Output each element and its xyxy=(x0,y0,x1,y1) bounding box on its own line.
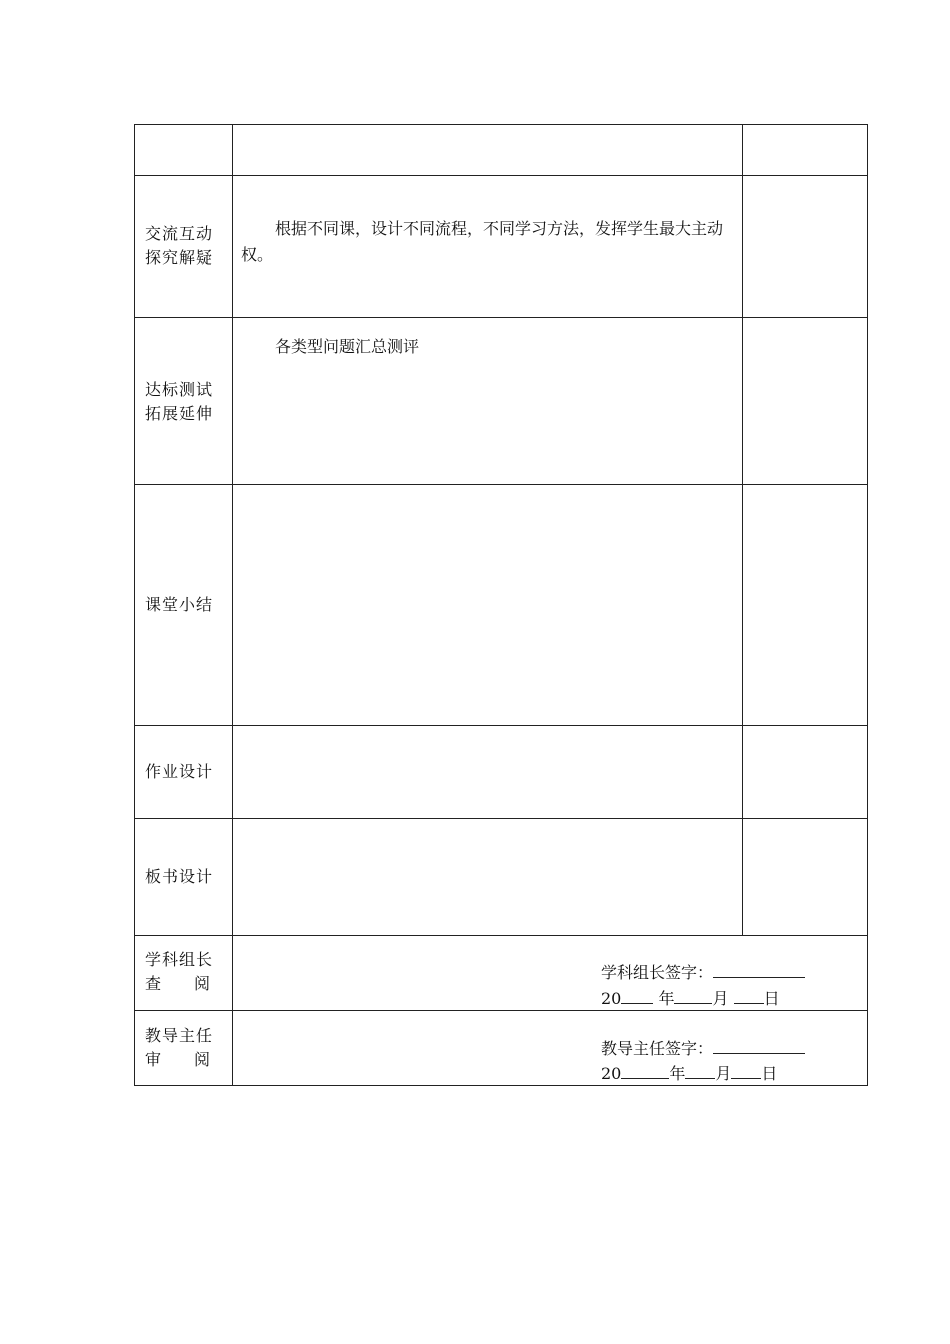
note-column-divider xyxy=(742,124,743,935)
year-blank[interactable] xyxy=(621,987,653,1004)
label-line: 交流互动 xyxy=(145,224,214,243)
director-date-line xyxy=(601,1061,777,1087)
label-line xyxy=(145,972,211,996)
label-line: 探究解疑 xyxy=(145,248,214,267)
label-line: 拓展延伸 xyxy=(145,404,214,423)
signature-label: 教导主任签字： xyxy=(601,1039,714,1058)
row-divider xyxy=(134,818,868,819)
leader-date-line xyxy=(601,986,780,1012)
table-border-right xyxy=(867,124,868,1086)
table-border-left xyxy=(134,124,135,1086)
year-label: 年 xyxy=(658,989,675,1008)
label-line: 学科组长 xyxy=(145,950,214,969)
row-divider xyxy=(134,725,868,726)
day-blank[interactable] xyxy=(731,1062,761,1079)
label-line: 达标测试 xyxy=(145,380,214,399)
year-label: 年 xyxy=(669,1064,686,1083)
row-label-exchange xyxy=(145,222,213,270)
month-blank[interactable] xyxy=(685,1062,715,1079)
row-label-summary: 课堂小结 xyxy=(145,595,214,614)
row-label-homework: 作业设计 xyxy=(145,762,214,781)
label-line: 教导主任 xyxy=(145,1026,214,1045)
date-prefix: 20 xyxy=(601,989,622,1008)
row-divider xyxy=(134,175,868,176)
month-blank[interactable] xyxy=(674,987,712,1004)
table-border-top xyxy=(134,124,868,125)
date-prefix: 20 xyxy=(601,1064,622,1083)
month-label: 月 xyxy=(715,1064,732,1083)
test-content: 各类型问题汇总测评 xyxy=(275,337,420,356)
director-signature-line xyxy=(601,1036,805,1062)
row-label-leader xyxy=(145,948,213,996)
row-label-director xyxy=(145,1024,213,1072)
label-char: 阅 xyxy=(193,1050,211,1069)
row-divider xyxy=(134,317,868,318)
day-blank[interactable] xyxy=(734,987,764,1004)
signature-blank[interactable] xyxy=(713,1037,805,1054)
row-divider xyxy=(134,935,868,936)
month-label: 月 xyxy=(712,989,729,1008)
exchange-content: 根据不同课，设计不同流程，不同学习方法，发挥学生最大主动权。 xyxy=(241,219,724,264)
label-char: 审 xyxy=(145,1050,163,1069)
day-label: 日 xyxy=(763,989,780,1008)
row-divider xyxy=(134,484,868,485)
row-label-test xyxy=(145,378,213,426)
label-char: 查 xyxy=(145,974,163,993)
signature-label: 学科组长签字： xyxy=(601,963,714,982)
day-label: 日 xyxy=(761,1064,778,1083)
label-char: 阅 xyxy=(193,974,211,993)
label-line xyxy=(145,1048,211,1072)
year-blank[interactable] xyxy=(621,1062,669,1079)
leader-signature-line xyxy=(601,960,805,986)
signature-blank[interactable] xyxy=(713,961,805,978)
label-column-divider xyxy=(232,124,233,1086)
row-label-board: 板书设计 xyxy=(145,867,214,886)
